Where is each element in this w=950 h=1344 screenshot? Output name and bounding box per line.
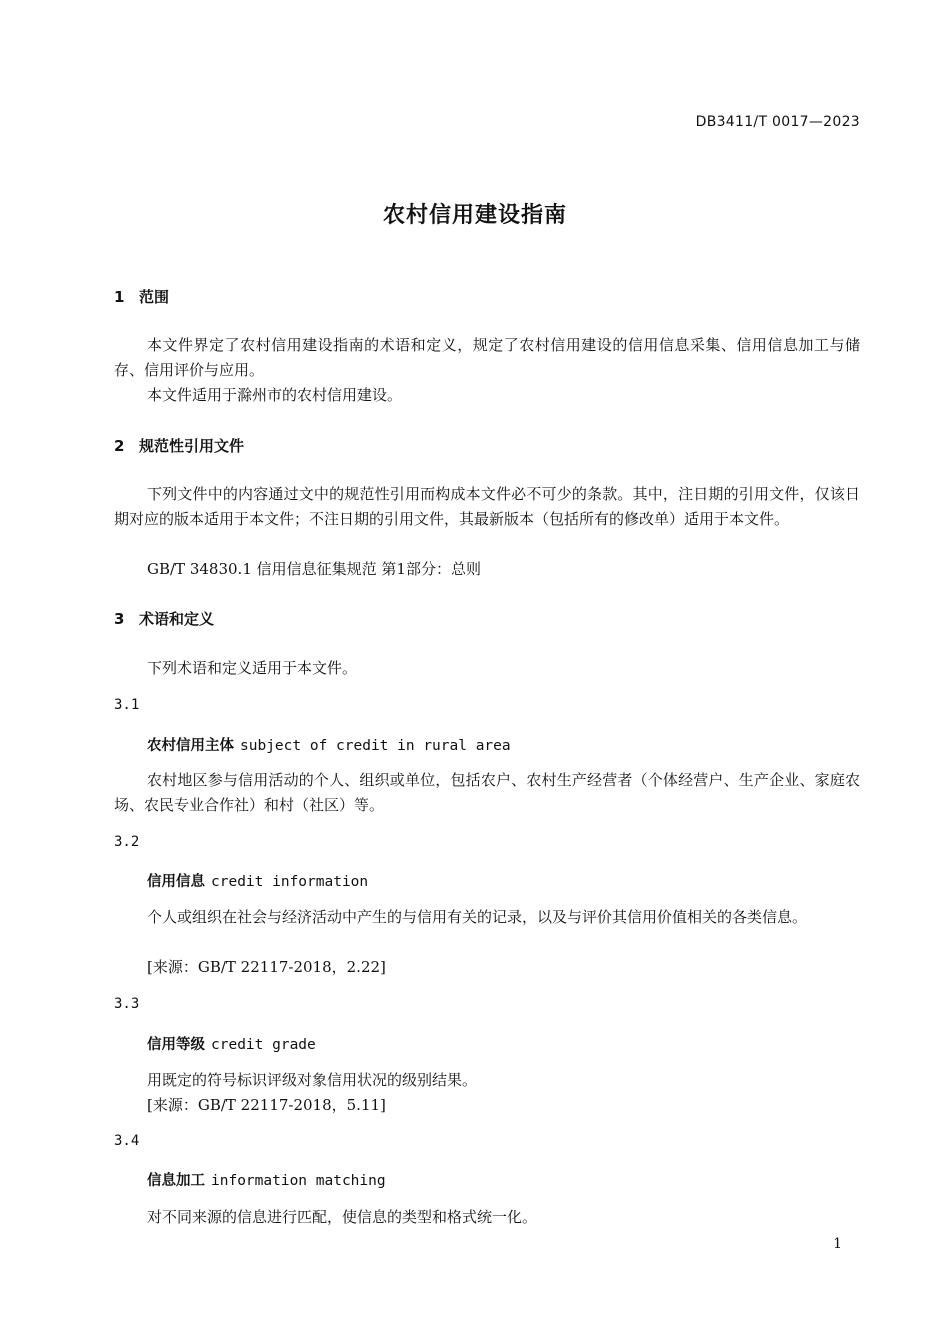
term-en: subject of credit in rural area — [240, 738, 511, 754]
paragraph: 本文件适用于滁州市的农村信用建设。 — [147, 386, 403, 404]
term-zh: 信用等级 — [147, 1037, 205, 1053]
term-heading — [147, 1169, 386, 1190]
section-heading-terms-definitions — [114, 608, 214, 629]
term-source: [来源：GB/T 22117-2018，5.11] — [147, 1096, 386, 1114]
section-number: 1 — [114, 288, 125, 306]
reference-document: GB/T 34830.1 信用信息征集规范 第1部分：总则 — [147, 560, 481, 578]
term-definition: 用既定的符号标识评级对象信用状况的级别结果。 — [147, 1071, 478, 1089]
term-definition: 个人或组织在社会与经济活动中产生的与信用有关的记录，以及与评价其信用价值相关的各类信息。 — [147, 908, 808, 926]
term-number: 3.2 — [114, 834, 140, 850]
term-number: 3.4 — [114, 1133, 140, 1149]
term-source: [来源：GB/T 22117-2018，2.22] — [147, 958, 386, 976]
term-zh: 信息加工 — [147, 1173, 205, 1189]
document-title: 农村信用建设指南 — [382, 203, 567, 228]
term-heading — [147, 734, 511, 755]
section-heading-normative-references — [114, 435, 244, 456]
term-en: credit information — [211, 874, 369, 890]
term-number: 3.1 — [114, 697, 140, 713]
section-heading-scope — [114, 286, 169, 307]
page-number: 1 — [833, 1236, 842, 1252]
term-number: 3.3 — [114, 996, 140, 1012]
section-title: 术语和定义 — [139, 610, 215, 628]
term-heading — [147, 1033, 316, 1054]
document-number: DB3411/T 0017—2023 — [695, 114, 860, 130]
paragraph: 下列文件中的内容通过文中的规范性引用而构成本文件必不可少的条款。其中，注日期的引用文件，仅该日期对应的版本适用于本文件；不注日期的引用文件，其最新版本（包括所有的修改单）适用于本文件。 — [114, 485, 860, 528]
term-heading — [147, 870, 368, 891]
term-zh: 信用信息 — [147, 874, 205, 890]
section-number: 3 — [114, 610, 125, 628]
paragraph: 下列术语和定义适用于本文件。 — [147, 659, 358, 677]
term-zh: 农村信用主体 — [147, 738, 234, 754]
section-title: 范围 — [139, 288, 170, 306]
section-number: 2 — [114, 437, 125, 455]
section-title: 规范性引用文件 — [139, 437, 245, 455]
term-definition: 对不同来源的信息进行匹配，使信息的类型和格式统一化。 — [147, 1208, 538, 1226]
term-en: information matching — [211, 1173, 386, 1189]
paragraph: 本文件界定了农村信用建设指南的术语和定义，规定了农村信用建设的信用信息采集、信用信息加工与储存、信用评价与应用。 — [114, 336, 860, 379]
term-en: credit grade — [211, 1037, 316, 1053]
term-definition: 农村地区参与信用活动的个人、组织或单位，包括农户、农村生产经营者（个体经营户、生产企业、家庭农场、农民专业合作社）和村（社区）等。 — [114, 771, 860, 814]
